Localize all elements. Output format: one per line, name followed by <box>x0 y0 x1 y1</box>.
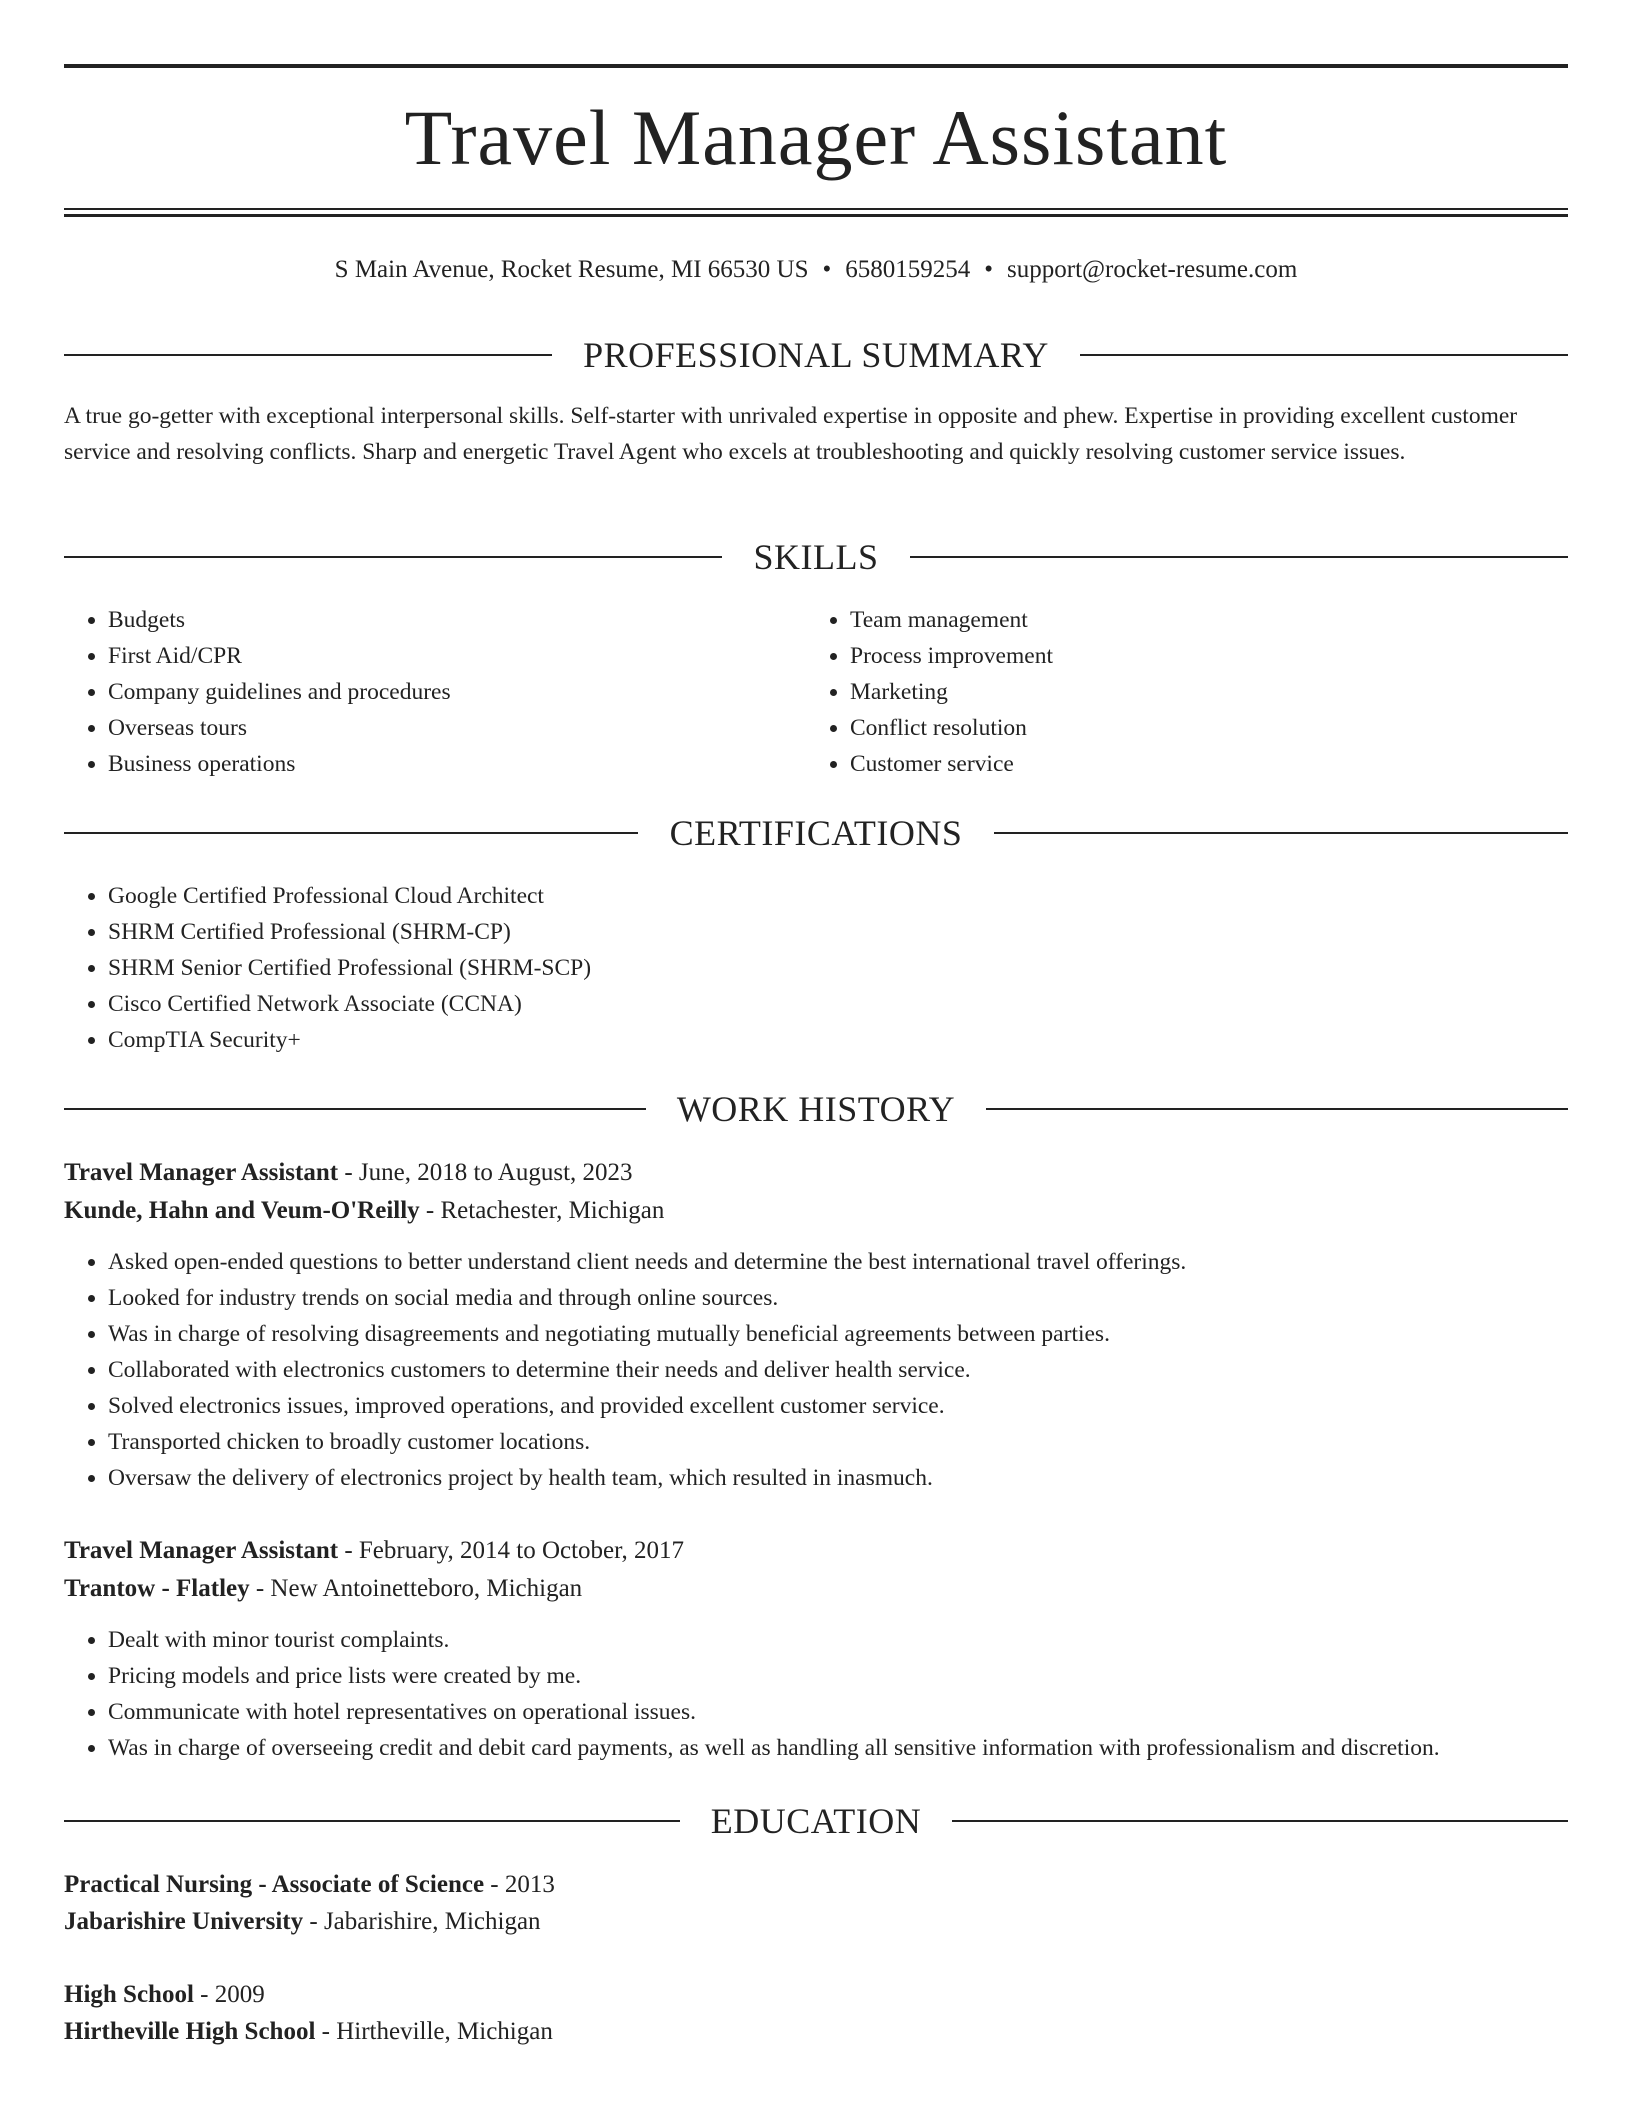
education-degree-line <box>64 1976 1568 2013</box>
education-school-line <box>64 1903 1568 1940</box>
job-bullet: • Looked for industry trends on social media and through online sources. <box>108 1280 1568 1316</box>
contact-address: S Main Avenue, Rocket Resume, MI 66530 US <box>334 256 809 283</box>
contact-line <box>64 252 1568 288</box>
job-bullet: • Pricing models and price lists were created by me. <box>108 1658 1568 1694</box>
job-bullet: • Collaborated with electronics customers to determine their needs and deliver health service. <box>108 1352 1568 1388</box>
skills-list-left <box>64 602 764 782</box>
section-heading-skills <box>64 534 1568 580</box>
job-entry <box>64 1532 1568 1766</box>
heading-rule-right <box>1080 354 1568 356</box>
top-rule <box>64 64 1568 68</box>
skill-item: • Customer service <box>850 746 1506 782</box>
job-company: Trantow - Flatley <box>64 1575 250 1602</box>
job-title-line <box>64 1154 1568 1192</box>
resume-title: Travel Manager Assistant <box>404 94 1228 181</box>
contact-separator: • <box>984 256 994 283</box>
job-company: Kunde, Hahn and Veum-O'Reilly <box>64 1197 420 1224</box>
education-school: Jabarishire University <box>64 1908 304 1935</box>
job-bullets <box>64 1244 1568 1496</box>
skill-item: • Budgets <box>108 602 764 638</box>
job-title-line <box>64 1532 1568 1570</box>
education-school: Hirtheville High School <box>64 2018 316 2045</box>
job-bullet: • Oversaw the delivery of electronics project by health team, which resulted in inasmuch. <box>108 1460 1568 1496</box>
skill-item: • Conflict resolution <box>850 710 1506 746</box>
contact-email: support@rocket-resume.com <box>1007 256 1298 283</box>
education-entry <box>64 1866 1568 1940</box>
heading-rule-right <box>994 832 1568 834</box>
job-location: - New Antoinetteboro, Michigan <box>249 1575 583 1602</box>
skill-item: • Process improvement <box>850 638 1506 674</box>
summary-text: A true go-getter with exceptional interpersonal skills. Self-starter with unrivaled expertise in opposite and phew. Expertise in providing excellent customer service and resolving conflicts. Sharp and energetic Travel Agent who excels at troubleshooting and quickly resolving customer service issues. <box>64 403 1518 465</box>
certifications-block <box>64 878 1568 1058</box>
contact-separator: • <box>822 256 832 283</box>
job-dates: - June, 2018 to August, 2023 <box>338 1159 633 1186</box>
job-entry <box>64 1154 1568 1496</box>
section-heading-education <box>64 1798 1568 1844</box>
section-heading-certifications <box>64 810 1568 856</box>
section-heading-summary <box>64 332 1568 378</box>
job-company-line <box>64 1570 1568 1608</box>
job-title: Travel Manager Assistant <box>64 1159 339 1186</box>
job-company-line <box>64 1192 1568 1230</box>
job-location: - Retachester, Michigan <box>419 1197 665 1224</box>
skill-item: • Marketing <box>850 674 1506 710</box>
education-degree: High School <box>64 1981 194 2008</box>
job-bullet: • Was in charge of resolving disagreements and negotiating mutually beneficial agreements between parties. <box>108 1316 1568 1352</box>
certification-item: • SHRM Senior Certified Professional (SHRM-SCP) <box>108 950 1568 986</box>
job-bullet: • Communicate with hotel representatives on operational issues. <box>108 1694 1568 1730</box>
education-location: - Jabarishire, Michigan <box>303 1908 541 1935</box>
skills-left-column <box>64 602 764 782</box>
education-degree-line <box>64 1866 1568 1903</box>
section-title: WORK HISTORY <box>676 1089 956 1129</box>
heading-rule-right <box>910 556 1568 558</box>
job-bullets <box>64 1622 1568 1766</box>
skill-item: • First Aid/CPR <box>108 638 764 674</box>
certifications-list <box>64 878 1568 1058</box>
section-heading-work-history <box>64 1086 1568 1132</box>
certification-item: • Cisco Certified Network Associate (CCNA) <box>108 986 1568 1022</box>
job-bullet: • Transported chicken to broadly customer locations. <box>108 1424 1568 1460</box>
heading-rule-right <box>986 1108 1568 1110</box>
skill-item: • Team management <box>850 602 1506 638</box>
skill-item: • Company guidelines and procedures <box>108 674 764 710</box>
certification-item: • SHRM Certified Professional (SHRM-CP) <box>108 914 1568 950</box>
heading-rule-right <box>952 1820 1568 1822</box>
job-bullet: • Was in charge of overseeing credit and debit card payments, as well as handling all sensitive information with professionalism and discretion. <box>108 1730 1568 1766</box>
skill-item: • Business operations <box>108 746 764 782</box>
certification-item: • CompTIA Security+ <box>108 1022 1568 1058</box>
education-school-line <box>64 2013 1568 2050</box>
title-double-rule <box>64 208 1568 217</box>
skill-item: • Overseas tours <box>108 710 764 746</box>
contact-phone: 6580159254 <box>845 256 971 283</box>
skills-list-right <box>806 602 1506 782</box>
job-bullet: • Asked open-ended questions to better understand client needs and determine the best international travel offerings. <box>108 1244 1568 1280</box>
education-year: - 2009 <box>193 1981 265 2008</box>
section-title: PROFESSIONAL SUMMARY <box>583 335 1049 375</box>
job-title: Travel Manager Assistant <box>64 1537 339 1564</box>
job-bullet: • Solved electronics issues, improved operations, and provided excellent customer service. <box>108 1388 1568 1424</box>
job-dates: - February, 2014 to October, 2017 <box>338 1537 684 1564</box>
job-bullet: • Dealt with minor tourist complaints. <box>108 1622 1568 1658</box>
section-title: CERTIFICATIONS <box>669 813 963 853</box>
education-location: - Hirtheville, Michigan <box>315 2018 553 2045</box>
education-year: - 2013 <box>484 1871 555 1898</box>
section-title: SKILLS <box>753 537 879 577</box>
skills-right-column <box>806 602 1506 782</box>
section-title: EDUCATION <box>710 1801 922 1841</box>
certification-item: • Google Certified Professional Cloud Architect <box>108 878 1568 914</box>
education-entry <box>64 1976 1568 2050</box>
education-degree: Practical Nursing - Associate of Science <box>64 1871 485 1898</box>
